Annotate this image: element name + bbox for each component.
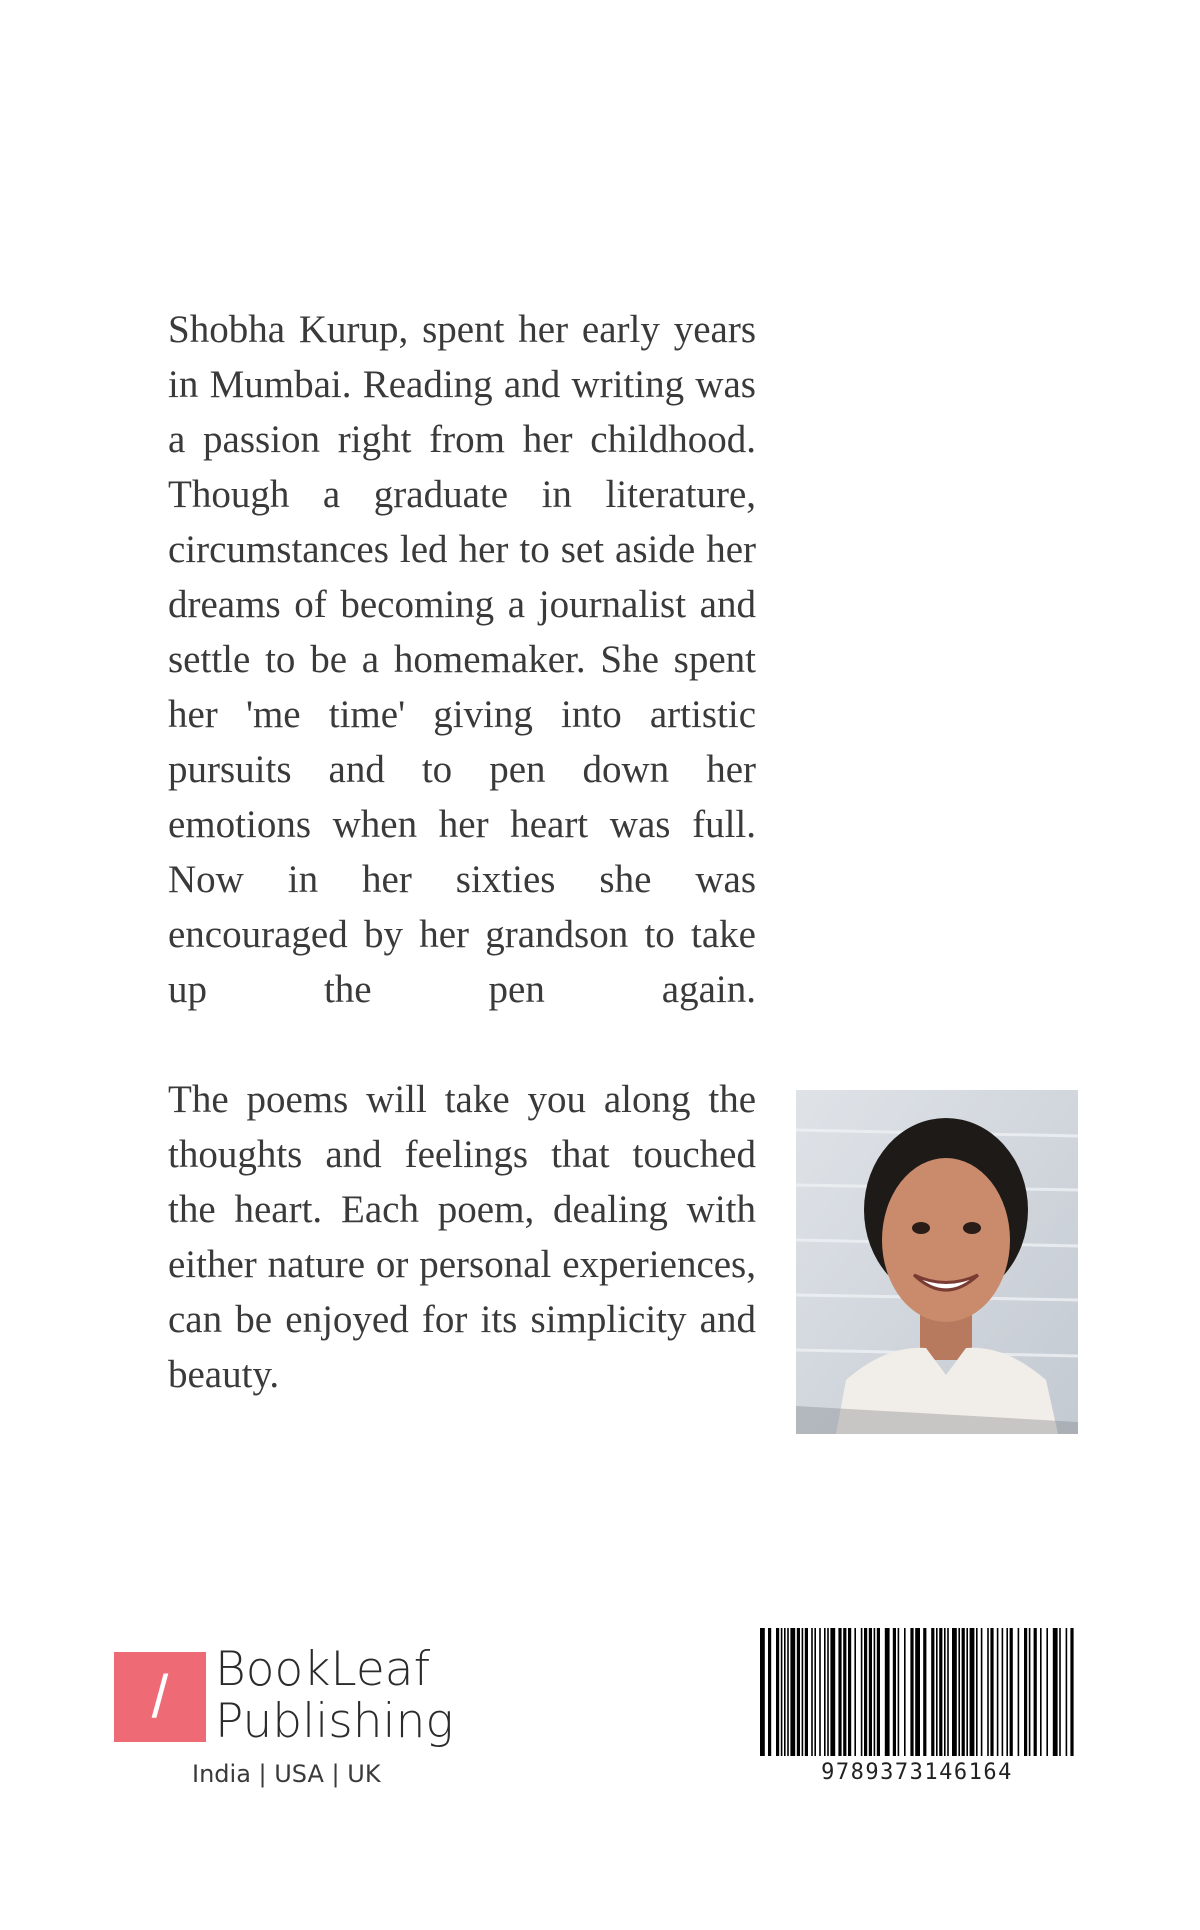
barcode-bar [931, 1628, 934, 1756]
barcode-bar [1029, 1628, 1031, 1756]
barcode-bar [784, 1628, 786, 1756]
barcode-bar [768, 1628, 771, 1756]
isbn-barcode [758, 1628, 1076, 1758]
barcode-bar [1053, 1628, 1058, 1756]
barcode-bar [797, 1628, 800, 1756]
publisher-regions: India | USA | UK [192, 1760, 381, 1788]
barcode-bar [976, 1628, 978, 1756]
barcode-bar [824, 1628, 826, 1756]
barcode-bar [1010, 1628, 1013, 1756]
barcode-bar [981, 1628, 983, 1756]
barcode-bar [898, 1628, 900, 1756]
barcode-bar [936, 1628, 938, 1756]
barcode-bar [987, 1628, 989, 1756]
barcode-bar [843, 1628, 846, 1756]
barcode-bar [1059, 1628, 1061, 1756]
barcode-bar [805, 1628, 808, 1756]
bio-paragraph-1: Shobha Kurup, spent her early years in Mumbai. Reading and writing was a passion right from her childhood. Though a graduate in literature, circumstances led her to set aside her dreams of becoming a journalist and settle to be a homemaker. She spent her 'me time' giving into artistic pursuits and to pen down her emotions when her heart was full. Now in her sixties she was encouraged by her grandson to take up the pen again. [168, 308, 756, 1011]
barcode-bar [1024, 1628, 1027, 1756]
barcode-bar [838, 1628, 841, 1756]
barcode-bar [1046, 1628, 1048, 1756]
barcode-bar [1070, 1628, 1073, 1756]
barcode-bar [814, 1628, 816, 1756]
barcode-bar [1002, 1628, 1004, 1756]
barcode-bar [1006, 1628, 1008, 1756]
barcode-bar [970, 1628, 975, 1756]
barcode-bar [760, 1628, 765, 1756]
isbn-number: 9789373146164 [821, 1760, 1013, 1785]
barcode-bar [811, 1628, 813, 1756]
author-photo [796, 1090, 1078, 1434]
barcode-bar [848, 1628, 851, 1756]
publisher-name [215, 1644, 454, 1748]
barcode-bar [854, 1628, 856, 1756]
barcode-bar [776, 1628, 779, 1756]
barcode-bar [827, 1628, 829, 1756]
barcode-bar [864, 1628, 867, 1756]
barcode-bar [958, 1628, 960, 1756]
barcode-bar [947, 1628, 949, 1756]
barcode-bar [802, 1628, 804, 1756]
barcode-bar [1034, 1628, 1037, 1756]
barcode-bar [819, 1628, 821, 1756]
author-bio [168, 302, 756, 1457]
barcode-bar [990, 1628, 993, 1756]
publisher-name-line1: BookLeaf [215, 1642, 431, 1697]
bio-paragraph-2: The poems will take you along the thoughts and feelings that touched the heart. Each poem, dealing with either nature or personal experiences, can be enjoyed for its simplicity and beauty. [168, 1078, 756, 1396]
barcode-bar [904, 1628, 906, 1756]
barcode-bar [1040, 1628, 1042, 1756]
barcode-bar [915, 1628, 920, 1756]
barcode-bar [861, 1628, 863, 1756]
barcode-bar [893, 1628, 896, 1756]
barcode-bar [790, 1628, 795, 1756]
barcode-bar [1018, 1628, 1020, 1756]
barcode-bar [910, 1628, 913, 1756]
barcode-bar [874, 1628, 876, 1756]
barcode-bar [877, 1628, 880, 1756]
barcode-bar [830, 1628, 835, 1756]
barcode-bar [1066, 1628, 1068, 1756]
publisher-logo [114, 1652, 206, 1742]
barcode-bar [962, 1628, 965, 1756]
barcode-bar [869, 1628, 872, 1756]
barcode-bar [952, 1628, 957, 1756]
logo-slash-glyph: / [151, 1663, 169, 1730]
barcode-bar [885, 1628, 890, 1756]
barcode-bar [939, 1628, 942, 1756]
barcode-bar [944, 1628, 946, 1756]
barcode-bar [787, 1628, 789, 1756]
barcode-bar [923, 1628, 926, 1756]
barcode-bar [997, 1628, 999, 1756]
publisher-name-line2: Publishing [215, 1694, 454, 1749]
barcode-bar [966, 1628, 968, 1756]
barcode-bar [781, 1628, 783, 1756]
